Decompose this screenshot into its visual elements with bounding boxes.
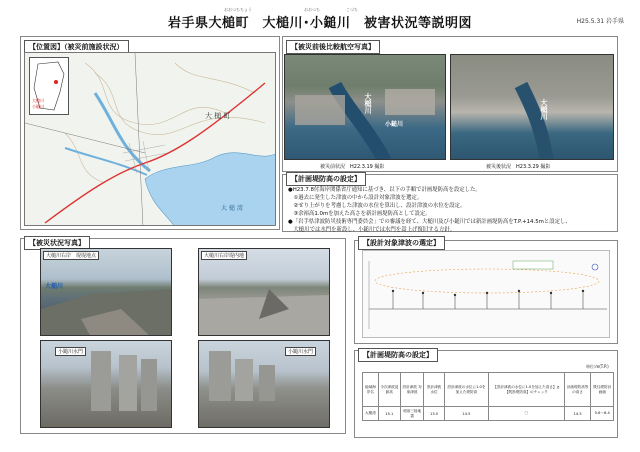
aerial-photo-before [284, 54, 446, 160]
plan-line: 大槌川では水門を新設し、小鎚川では水門を嵩上げ復旧する方針。 [288, 227, 456, 233]
damage-photo-3-label: 小鎚川水門 [55, 347, 86, 356]
table-cell: 大槌湾 [363, 407, 379, 421]
inset-location-marker [54, 80, 58, 84]
map-town-label: 大 槌 町 [205, 112, 231, 120]
damage-photo-1-graphic [41, 249, 172, 336]
table-cell: 14.5 [444, 407, 488, 421]
before-river-ootsuchi: 大槌川 [364, 93, 372, 114]
location-map [24, 52, 276, 226]
table-header: 設計津波 対象津波 [400, 373, 424, 407]
damage-photo-2-label: 大槌川右岸堤内地 [201, 251, 247, 260]
table-cell: 5.6〜6.4 [591, 407, 614, 421]
damage-photo-3 [40, 340, 172, 428]
damage-heading: 【被災状況写真】 [24, 236, 90, 250]
plan-line: ●「岩手県津波防災技術専門委員会」での審議を経て、大槌川及び小鎚川では新計画堤防高をT.P.+14.5mと設定し、 [288, 219, 571, 225]
table-cell: 15.1 [378, 407, 400, 421]
table-cell: 明治三陸地震 [400, 407, 424, 421]
inset-label-kozuchi: 小鎚川 [32, 104, 44, 109]
table-cell: 14.5 [564, 407, 591, 421]
plan-line: ③余裕高1.0mを加えた高さを新計画堤防高として設定。 [288, 211, 431, 217]
ruby-town: おおつちちょう [224, 7, 252, 12]
map-bay-label: 大 槌 湾 [221, 205, 243, 212]
plan-line: ①過去に発生した津波の中から設計対象津波を選定。 [288, 195, 423, 201]
inset-label-ootsuchi: 大槌川 [32, 98, 44, 103]
page-title: 岩手県大槌町 大槌川･小鎚川 被害状況等説明図 [167, 16, 472, 31]
after-caption: 被災後状況 H23.3.29 撮影 [486, 164, 551, 170]
damage-photo-4-label: 小鎚川水門 [285, 347, 316, 356]
table-header: 設計津波 水位 [424, 373, 444, 407]
table-header: 地域海岸名 [363, 373, 379, 407]
plan-heading: 【計画堤防高の設定】 [286, 172, 366, 186]
table-cell: 〇 [489, 407, 565, 421]
damage-photo-1-river: 大槌川 [45, 283, 64, 290]
damage-photo-2-graphic [199, 249, 330, 336]
table-header: 今次津波浸跡高 [378, 373, 400, 407]
aerial-after-graphic [451, 55, 614, 160]
tsunami-chart-graphic [363, 251, 610, 338]
inset-map [29, 57, 69, 115]
table-header: 既往堤防計画値 [591, 373, 614, 407]
damage-photo-1-label: 大槌川右岸 堤堤地点 [43, 251, 99, 260]
ruby-river-kozuchi: こづち [346, 7, 358, 12]
plan-line: ②せり上がりを考慮した津波の水位を算出し、設計津波の水位を設定。 [288, 203, 466, 209]
table-cell: 13.5 [424, 407, 444, 421]
table-heading: 【計画堤防高の設定】 [358, 348, 438, 362]
plan-line: ●H23.7.8付海岸関係省庁通知に基づき、以下の手順で計画堤防高を設定した。 [288, 187, 481, 193]
damage-photo-4 [198, 340, 330, 428]
date-stamp: H25.5.31 岩手県 [576, 18, 624, 25]
table-header: 設計津波の水位に1.0を加えた堤防高 [444, 373, 488, 407]
aerial-heading: 【被災前後比較航空写真】 [286, 40, 380, 54]
damage-photo-2 [198, 248, 330, 336]
tsunami-chart [362, 250, 610, 338]
before-caption: 被災前状況 H22.3.19 撮影 [320, 164, 385, 170]
location-heading: 【位置図】（被災前施設状況） [24, 40, 129, 54]
plan-height-table [362, 372, 614, 421]
after-river-ootsuchi: 大槌川 [540, 99, 548, 120]
table-header: 【設計津波の水位に1.0を加えた高さ】≧【既設堤防高】のチェック [489, 373, 565, 407]
table-unit: 単位:m(T.P.) [586, 364, 609, 369]
before-river-kozuchi: 小鎚川 [385, 121, 404, 128]
tsunami-heading: 【設計対象津波の選定】 [358, 236, 445, 250]
ruby-river-ootsuchi: おおつち [304, 7, 320, 12]
damage-photo-1 [40, 248, 172, 336]
aerial-photo-after [450, 54, 614, 160]
table-header: 計画堤防高等の高さ [564, 373, 591, 407]
